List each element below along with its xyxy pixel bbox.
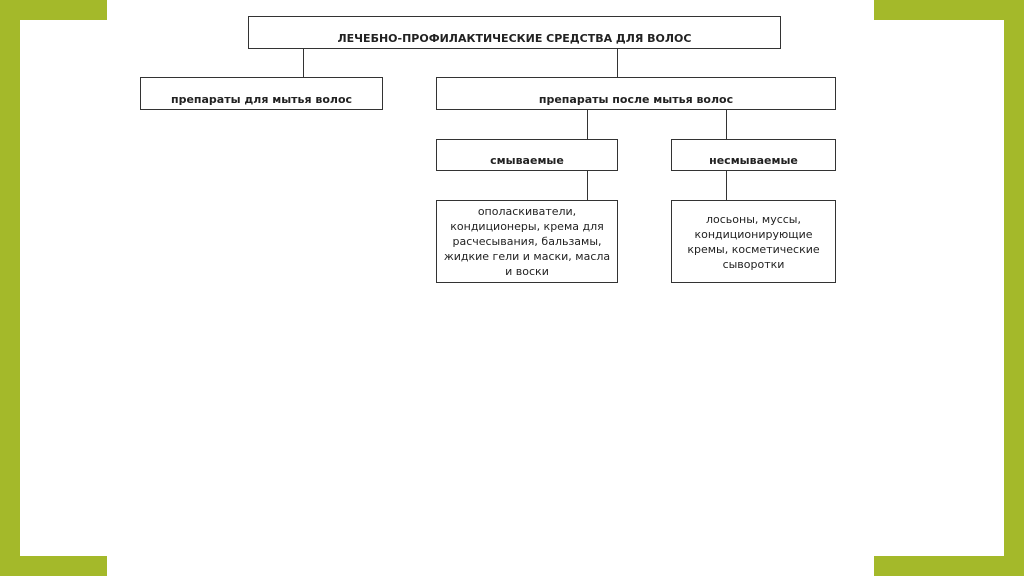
frame-top-right-bar <box>874 0 1024 20</box>
connector-after-wash-rinse-off <box>587 109 588 140</box>
frame-top-left-bar <box>0 0 107 20</box>
frame-right-bar <box>1004 0 1024 576</box>
rinse-off-items-node <box>436 200 618 283</box>
frame-left-bar <box>0 0 20 576</box>
after-wash-node <box>436 77 836 110</box>
frame-bottom-right-bar <box>874 556 1024 576</box>
leave-in-node-label: несмываемые <box>709 153 798 167</box>
connector-after-wash-leave-in <box>726 109 727 140</box>
leave-in-items-text: лосьоны, муссы, кондиционирующие кремы, косметические сыворотки <box>687 212 820 271</box>
root-node-label: ЛЕЧЕБНО-ПРОФИЛАКТИЧЕСКИЕ СРЕДСТВА ДЛЯ ВОЛОС <box>337 32 692 45</box>
frame-bottom-left-bar <box>0 556 107 576</box>
connector-rinse-off-items <box>587 170 588 201</box>
wash-node-label: препараты для мытья волос <box>170 93 353 106</box>
wash-node <box>140 77 383 110</box>
root-node <box>248 16 781 49</box>
connector-leave-in-items <box>726 170 727 201</box>
rinse-off-node <box>436 139 618 171</box>
connector-root-after-wash <box>617 48 618 78</box>
leave-in-node <box>671 139 836 171</box>
rinse-off-node-label: смываемые <box>490 153 564 167</box>
connector-root-wash <box>303 48 304 78</box>
rinse-off-items-text: ополаскиватели, кондиционеры, крема для расчесывания, бальзамы, жидкие гели и маски, масла и воски <box>443 205 611 278</box>
leave-in-items-node <box>671 200 836 283</box>
after-wash-node-label: препараты после мытья волос <box>538 93 734 106</box>
